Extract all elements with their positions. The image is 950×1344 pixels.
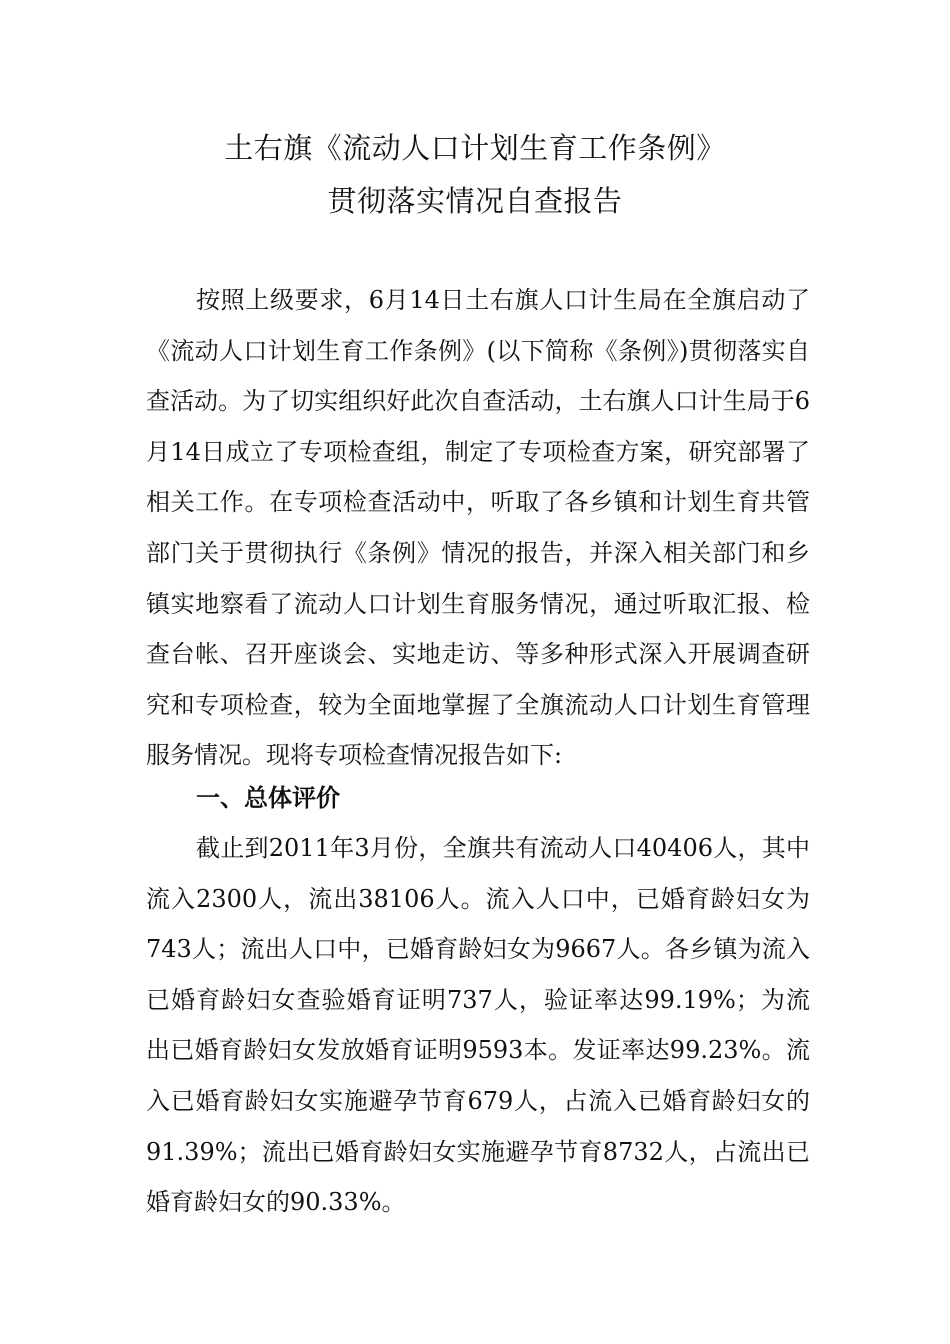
document-title-line-2: 贯彻落实情况自查报告 xyxy=(327,184,623,218)
statistics-paragraph: 截止到2011年3月份，全旗共有流动人口40406人，其中流入2300人，流出38106人。流入人口中，已婚育龄妇女为743人；流出人口中，已婚育龄妇女为9667人。各乡镇为流入已婚育龄妇女查验婚育证明737人，验证率达99.19%；为流出已婚育龄妇女发放婚育证明9593本。发证率达99.23%。流入已婚育龄妇女实施避孕节育679人，占流入已婚育龄妇女的91.39%；流出已婚育龄妇女实施避孕节育8732人，占流出已婚育龄妇女的90.33%。 xyxy=(146,834,810,1217)
intro-paragraph: 按照上级要求，6月14日土右旗人口计生局在全旗启动了《流动人口计划生育工作条例》(以下简称《条例》)贯彻落实自查活动。为了切实组织好此次自查活动，土右旗人口计生局于6月14日成立了专项检查组，制定了专项检查方案，研究部署了相关工作。在专项检查活动中，听取了各乡镇和计划生育共管部门关于贯彻执行《条例》情况的报告，并深入相关部门和乡镇实地察看了流动人口计划生育服务情况，通过听取汇报、检查台帐、召开座谈会、实地走访、等多种形式深入开展调查研究和专项检查，较为全面地掌握了全旗流动人口计划生育管理服务情况。现将专项检查情况报告如下: xyxy=(146,286,810,770)
document-title-line-1: 土右旗《流动人口计划生育工作条例》 xyxy=(224,131,726,165)
section-heading-overall-evaluation: 一、总体评价 xyxy=(196,784,340,812)
